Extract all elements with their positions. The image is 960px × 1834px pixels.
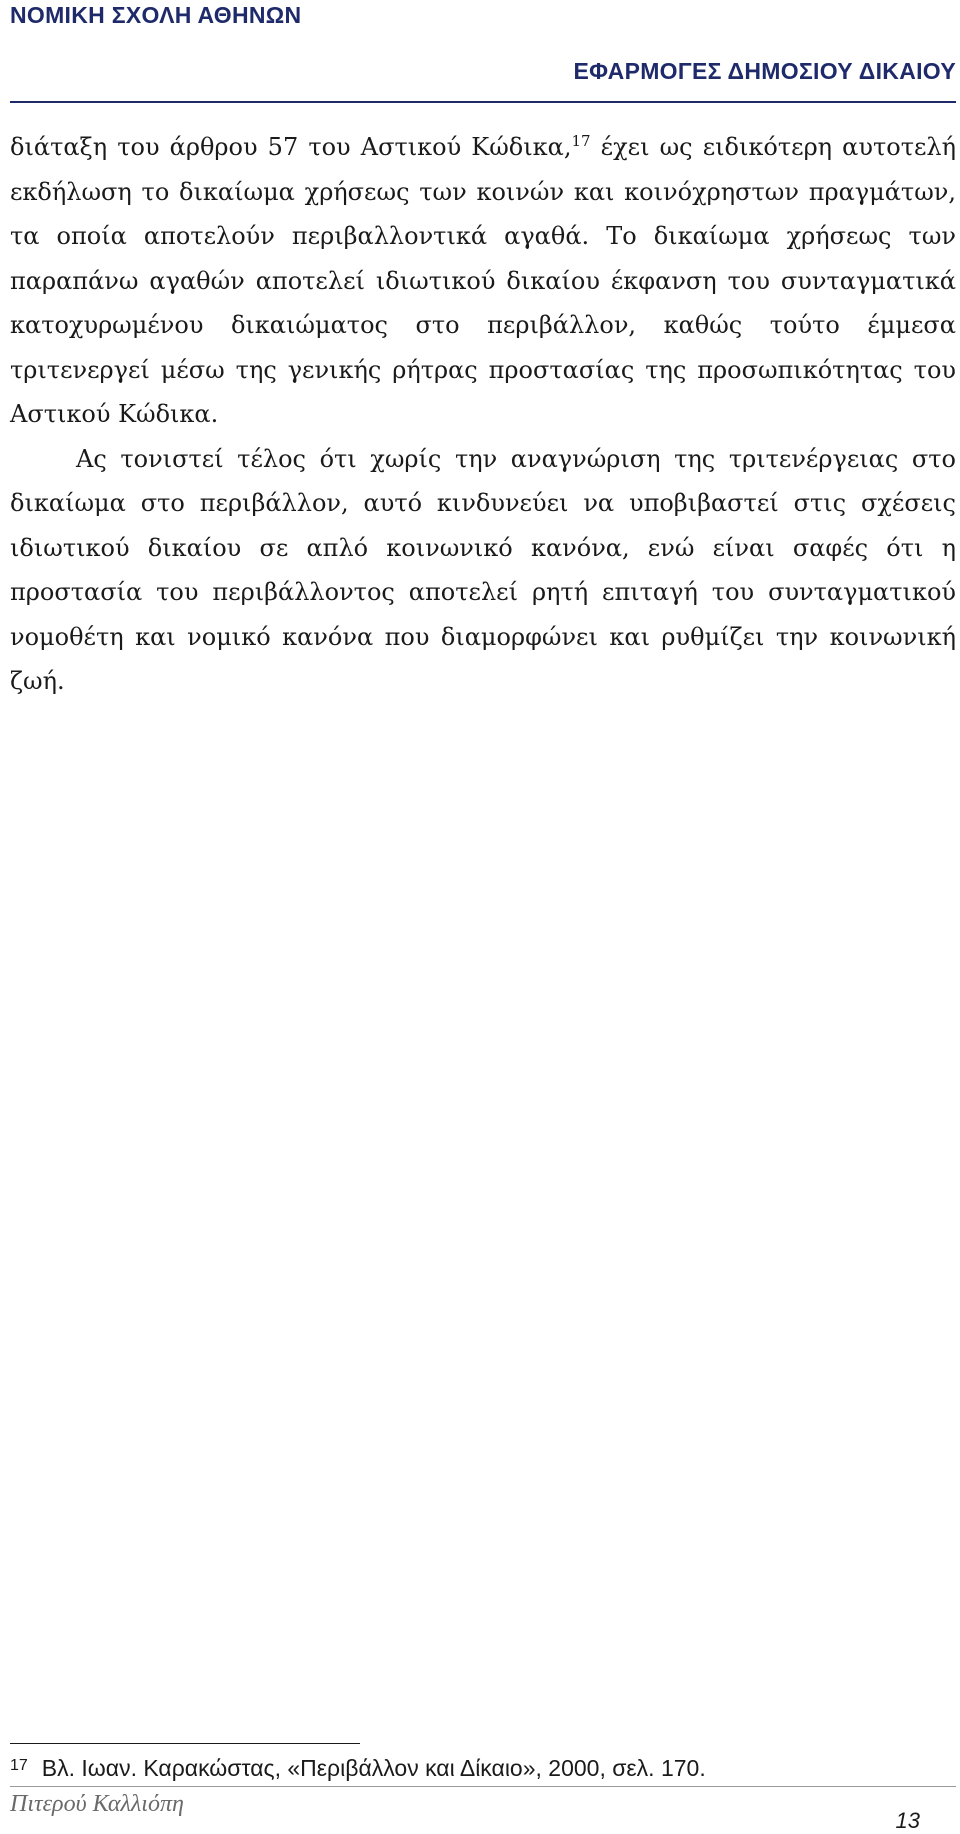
running-header-course: ΕΦΑΡΜΟΓΕΣ ΔΗΜΟΣΙΟΥ ΔΙΚΑΙΟΥ [573,58,956,84]
footnote [10,1755,706,1782]
page-number: 13 [895,1808,920,1833]
paragraph-1-text-start: διάταξη του άρθρου 57 του Αστικού Κώδικα, [10,133,572,161]
paragraph-1-text-end: έχει ως ειδικότερη αυτοτελή εκδήλωση το δικαίωμα χρήσεως των κοινών και κοινόχρηστων πραγμάτων, τα οποία αποτελούν περιβαλλοντικά αγαθά. Το δικαίωμα χρήσεως των παραπάνω αγαθών αποτελεί ιδιωτικού δικαίου έκφανση του συνταγματικά κατοχυρωμένου δικαιώματος στο περιβάλλον, καθώς τούτο έμμεσα τριτενεργεί μέσω της γενικής ρήτρας προστασίας της προσωπικότητας του Αστικού Κώδικα. [10,133,956,428]
footnote-separator [10,1743,360,1744]
header-divider [10,101,956,103]
footnote-number: 17 [10,1757,28,1774]
paragraph-1 [10,125,956,437]
footnote-text: Βλ. Ιωαν. Καρακώστας, «Περιβάλλον και Δίκαιο», 2000, σελ. 170. [41,1755,706,1781]
footer-author: Πιτερού Καλλιόπη [10,1791,184,1817]
footer-divider [10,1786,956,1787]
running-header-school: ΝΟΜΙΚΗ ΣΧΟΛΗ ΑΘΗΝΩΝ [10,2,302,28]
footnote-reference[interactable]: 17 [571,132,591,150]
main-text [10,125,956,704]
paragraph-2: Ας τονιστεί τέλος ότι χωρίς την αναγνώριση της τριτενέργειας στο δικαίωμα στο περιβάλλον, αυτό κινδυνεύει να υποβιβαστεί στις σχέσεις ιδιωτικού δικαίου σε απλό κοινωνικό κανόνα, ενώ είναι σαφές ότι η προστασία του περιβάλλοντος αποτελεί ρητή επιταγή του συνταγματικού νομοθέτη και νομικό κανόνα που διαμορφώνει και ρυθμίζει την κοινωνική ζωή. [10,444,956,695]
